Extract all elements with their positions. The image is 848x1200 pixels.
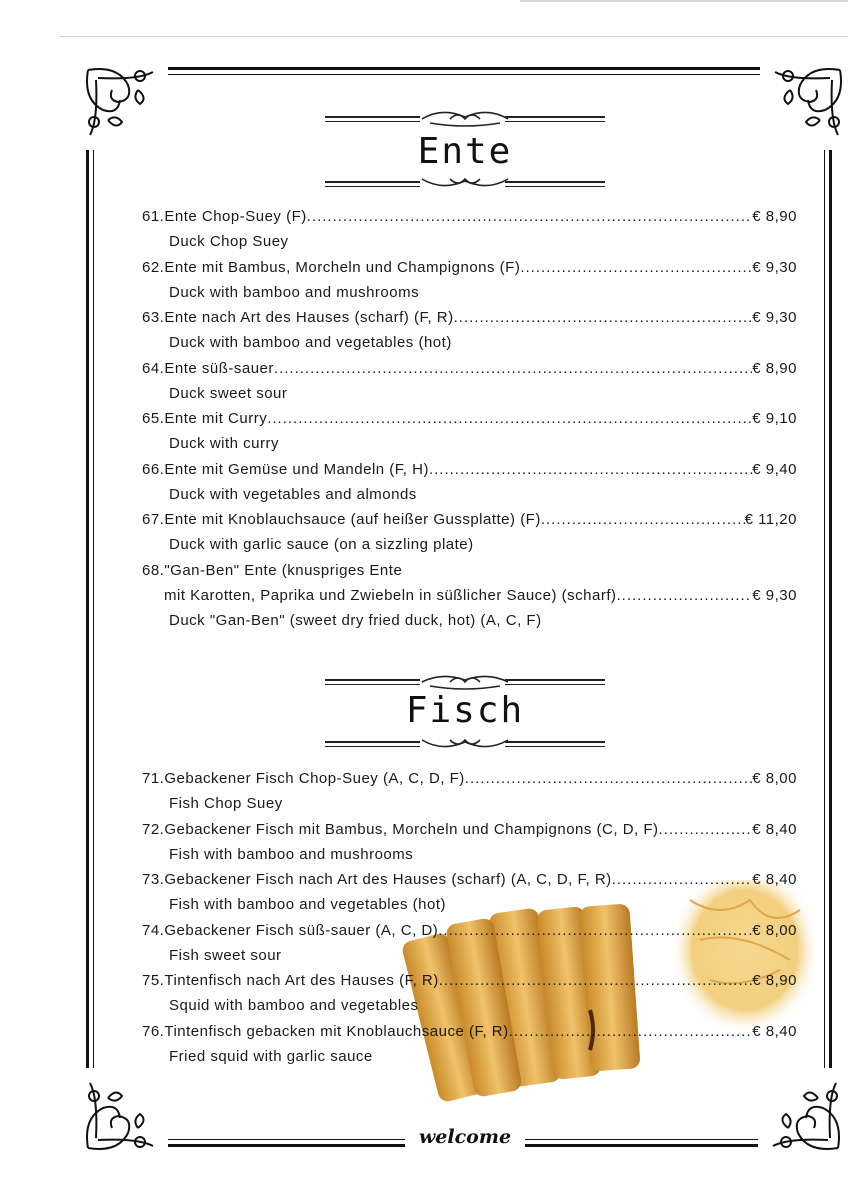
item-translation: Duck with garlic sauce (on a sizzling plate) <box>169 536 474 553</box>
leader-dots <box>612 871 753 888</box>
menu-item <box>142 972 802 1023</box>
item-price: € 8,40 <box>752 871 797 888</box>
item-translation: Duck with vegetables and almonds <box>169 485 417 503</box>
menu-item-special <box>142 562 802 638</box>
item-price: € 8,90 <box>752 359 797 377</box>
item-price: € 9,30 <box>752 258 797 276</box>
divider-rule <box>325 121 420 122</box>
item-price: € 8,90 <box>752 972 797 989</box>
leader-dots <box>520 259 752 276</box>
leader-dots <box>438 922 752 939</box>
item-price: € 9,30 <box>752 586 797 604</box>
leader-dots <box>509 1023 753 1040</box>
leader-dots <box>439 972 753 989</box>
item-translation: Duck with curry <box>169 435 280 452</box>
item-price: € 11,20 <box>744 511 797 528</box>
item-name: 75.Tintenfisch nach Art des Hauses (F, R) <box>142 972 439 989</box>
item-name-continued: mit Karotten, Paprika und Zwiebeln in süßlicher Sauce) (scharf) <box>164 586 617 604</box>
item-price: € 8,40 <box>752 820 797 838</box>
scroll-flourish-icon <box>420 732 510 754</box>
menu-list-ente <box>142 208 802 638</box>
item-name: 65.Ente mit Curry <box>142 410 268 427</box>
item-name: 76.Tintenfisch gebacken mit Knoblauchsauce (F, R) <box>142 1022 509 1040</box>
item-name: 73.Gebackener Fisch nach Art des Hauses (scharf) (A, C, D, F, R) <box>142 871 612 888</box>
divider-rule <box>505 679 605 681</box>
menu-item <box>142 410 802 461</box>
menu-item <box>142 360 802 411</box>
item-name: 61.Ente Chop-Suey (F) <box>142 208 307 225</box>
item-translation: Duck Chop Suey <box>169 233 289 250</box>
divider-rule <box>505 181 605 183</box>
leader-dots <box>267 410 752 427</box>
item-price: € 9,10 <box>752 410 797 427</box>
item-translation: Fish with bamboo and vegetables (hot) <box>169 896 446 913</box>
item-translation: Fish sweet sour <box>169 946 282 964</box>
menu-item <box>142 461 802 512</box>
menu-item <box>142 511 802 562</box>
menu-item <box>142 770 802 821</box>
menu-item <box>142 1023 802 1074</box>
leader-dots <box>659 821 753 838</box>
menu-item <box>142 309 802 360</box>
scroll-flourish-icon <box>420 105 510 131</box>
item-translation: Duck with bamboo and vegetables (hot) <box>169 334 452 351</box>
item-translation: Duck with bamboo and mushrooms <box>169 283 420 301</box>
item-translation: Duck "Gan-Ben" (sweet dry fried duck, hot) (A, C, F) <box>169 611 542 629</box>
divider-rule <box>325 741 420 743</box>
scroll-flourish-icon <box>420 171 510 193</box>
item-name: 62.Ente mit Bambus, Morcheln und Champignons (F) <box>142 258 521 276</box>
item-name: 63.Ente nach Art des Hauses (scharf) (F, R) <box>142 309 454 326</box>
leader-dots <box>454 309 753 326</box>
item-price: € 8,00 <box>752 770 797 787</box>
item-translation: Squid with bamboo and vegetables <box>169 997 419 1014</box>
item-name: 66.Ente mit Gemüse und Mandeln (F, H) <box>142 460 429 478</box>
floral-ornament-icon <box>78 1068 168 1158</box>
divider-rule <box>505 746 605 747</box>
leader-dots <box>307 208 753 225</box>
leader-dots <box>274 360 752 377</box>
section-heading-ente <box>320 105 610 190</box>
item-name: 68."Gan-Ben" Ente (knuspriges Ente <box>142 561 403 579</box>
item-translation: Fried squid with garlic sauce <box>169 1047 373 1065</box>
divider-rule <box>325 746 420 747</box>
section-title: Ente <box>417 131 513 172</box>
menu-item <box>142 208 802 259</box>
item-price: € 8,90 <box>752 208 797 225</box>
menu-item <box>142 871 802 922</box>
item-translation: Duck sweet sour <box>169 384 288 402</box>
item-price: € 8,00 <box>752 921 797 939</box>
floral-ornament-icon <box>760 60 848 150</box>
divider-rule <box>325 116 420 118</box>
leader-dots <box>541 511 745 528</box>
item-name: 74.Gebackener Fisch süß-sauer (A, C, D) <box>142 921 439 939</box>
menu-item <box>142 922 802 973</box>
section-heading-fisch <box>320 670 610 755</box>
menu-list-fisch <box>142 770 802 1073</box>
item-translation: Fish Chop Suey <box>169 795 283 812</box>
divider-rule <box>505 116 605 118</box>
divider-rule <box>505 121 605 122</box>
item-translation: Fish with bamboo and mushrooms <box>169 845 414 863</box>
leader-dots <box>617 587 753 604</box>
divider-rule <box>325 684 420 685</box>
divider-rule <box>325 186 420 187</box>
menu-item <box>142 821 802 872</box>
item-price: € 8,40 <box>752 1022 797 1040</box>
item-name: 72.Gebackener Fisch mit Bambus, Morcheln und Champignons (C, D, F) <box>142 820 659 838</box>
item-price: € 9,40 <box>752 460 797 478</box>
floral-ornament-icon <box>78 60 168 150</box>
item-name: 71.Gebackener Fisch Chop-Suey (A, C, D, F) <box>142 770 465 787</box>
divider-rule <box>505 741 605 743</box>
leader-dots <box>465 770 753 787</box>
leader-dots <box>429 461 752 478</box>
divider-rule <box>505 186 605 187</box>
divider-rule <box>325 181 420 183</box>
item-price: € 9,30 <box>752 309 797 326</box>
scan-edge-top <box>520 0 848 2</box>
scan-edge-line <box>60 36 848 37</box>
welcome-footer: welcome <box>405 1126 525 1148</box>
divider-rule <box>325 679 420 681</box>
divider-rule <box>505 684 605 685</box>
item-name: 64.Ente süß-sauer <box>142 359 274 377</box>
section-title: Fisch <box>405 690 525 731</box>
item-name: 67.Ente mit Knoblauchsauce (auf heißer Gussplatte) (F) <box>142 511 541 528</box>
menu-item <box>142 259 802 310</box>
